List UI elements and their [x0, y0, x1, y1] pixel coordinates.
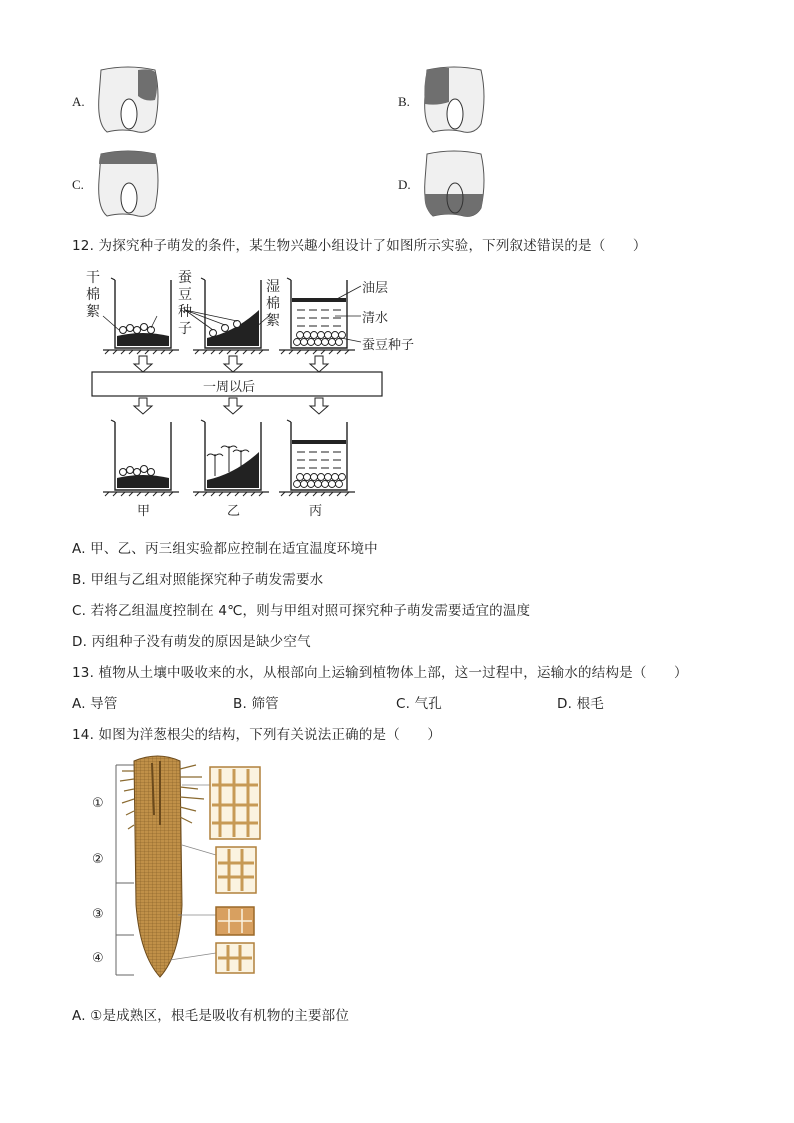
after-week-label: 一周以后: [203, 380, 256, 395]
zone-label-4: ④: [92, 951, 104, 966]
q12-option-c: C. 若将乙组温度控制在 4℃，则与甲组对照可探究种子萌发需要适宜的温度: [72, 603, 531, 619]
label-water: 清水: [362, 311, 389, 326]
seed-diagram-d: [419, 150, 489, 220]
option-a-letter: A.: [72, 94, 85, 109]
zone-label-3: ③: [92, 907, 104, 922]
cell-inset-1: [210, 767, 260, 839]
beaker-yi-after: [193, 420, 269, 496]
q14-option-a: A. ①是成熟区，根毛是吸收有机物的主要部位: [72, 1008, 350, 1024]
q12-option-a: A. 甲、乙、丙三组实验都应控制在适宜温度环境中: [72, 541, 378, 557]
q13-option-d: D. 根毛: [557, 696, 604, 712]
question-14-stem: 14. 如图为洋葱根尖的结构，下列有关说法正确的是（ ）: [72, 727, 442, 743]
zone-label-1: ①: [92, 796, 104, 811]
group-label-yi: 乙: [227, 504, 241, 519]
zone-label-2: ②: [92, 852, 104, 867]
beaker-jia-before: [103, 278, 179, 354]
label-wet-cotton: 湿 棉 絮: [266, 279, 280, 329]
label-bean-seed-vertical: 蚕 豆 种 子: [178, 270, 192, 337]
group-label-jia: 甲: [137, 504, 151, 519]
cell-inset-3: [216, 907, 254, 935]
label-bean-seed: 蚕豆种子: [362, 338, 415, 353]
seed-diagram-b: [419, 66, 489, 136]
group-label-bing: 丙: [309, 504, 323, 519]
label-oil-layer: 油层: [362, 281, 389, 296]
q13-option-a: A. 导管: [72, 696, 118, 712]
seed-diagram-c: [93, 150, 163, 220]
beaker-bing-before: [279, 278, 361, 354]
q12-option-b: B. 甲组与乙组对照能探究种子萌发需要水: [72, 572, 324, 588]
option-c-letter: C.: [72, 177, 84, 192]
option-d-letter: D.: [398, 177, 411, 192]
seed-diagram-a: [93, 66, 163, 136]
onion-root-tip-figure: [112, 755, 272, 980]
q13-option-b: B. 筛管: [233, 696, 279, 712]
option-b-letter: B.: [398, 94, 410, 109]
question-12-stem: 12. 为探究种子萌发的条件，某生物兴趣小组设计了如图所示实验，下列叙述错误的是（ ）: [72, 238, 647, 254]
question-13-stem: 13. 植物从土壤中吸收来的水，从根部向上运输到植物体上部，这一过程中，运输水的结构是（ ）: [72, 665, 688, 681]
beaker-bing-after: [279, 420, 355, 496]
label-dry-cotton: 干 棉 絮: [86, 270, 100, 320]
cell-inset-2: [216, 847, 256, 893]
q12-option-d: D. 丙组种子没有萌发的原因是缺少空气: [72, 634, 311, 650]
cell-inset-4: [216, 943, 254, 973]
q13-option-c: C. 气孔: [396, 696, 443, 712]
beaker-jia-after: [103, 420, 179, 496]
beaker-yi-before: [185, 278, 270, 354]
